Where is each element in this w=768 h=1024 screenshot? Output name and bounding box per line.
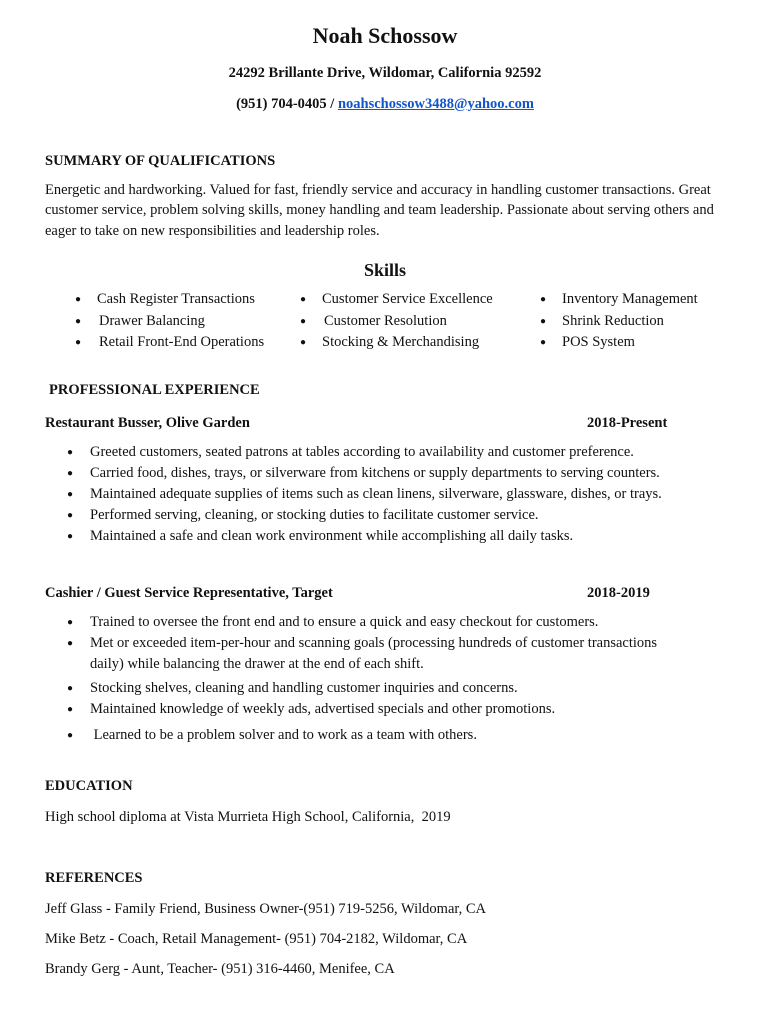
skill-item: ● Retail Front-End Operations [75,332,280,354]
education-heading: EDUCATION [45,778,133,795]
skill-item: ● Stocking & Merchandising [300,332,520,354]
job-bullet: ● Maintained knowledge of weekly ads, advertised specials and other promotions. [45,699,725,720]
job-bullets [45,442,725,547]
job-bullet: ● Maintained adequate supplies of items such as clean linens, silverware, glassware, dishes, or trays. [45,484,725,505]
skill-item: ● POS System [540,332,725,354]
reference-item: Mike Betz - Coach, Retail Management- (951) 704-2182, Wildomar, CA [45,931,468,948]
candidate-name: Noah Schossow [312,23,458,48]
skills-heading: Skills [363,260,407,281]
skills-column-2 [280,289,520,354]
job-entry [45,583,725,746]
phone-number: (951) 704-0405 / [236,95,338,112]
skill-item: ● Cash Register Transactions [75,289,280,311]
job-header [45,413,725,434]
skills-grid [45,289,725,354]
candidate-address: 24292 Brillante Drive, Wildomar, California 92592 [228,64,542,81]
reference-item: Jeff Glass - Family Friend, Business Owner-(951) 719-5256, Wildomar, CA [45,901,487,918]
skill-item: ● Customer Service Excellence [300,289,520,311]
skill-item: ● Inventory Management [540,289,725,311]
references-list [45,899,725,979]
skill-item: ● Shrink Reduction [540,311,725,333]
summary-heading: SUMMARY OF QUALIFICATIONS [45,152,276,169]
job-bullet: ● Carried food, dishes, trays, or silverware from kitchens or supply departments to serving counters. [45,463,725,484]
job-header [45,583,725,604]
resume-page [45,22,725,979]
job-bullet: ● Greeted customers, seated patrons at tables according to availability and customer preference. [45,442,725,463]
education-text: High school diploma at Vista Murrieta High School, California, 2019 [45,809,451,826]
job-bullets [45,612,725,746]
job-bullet: ● Met or exceeded item-per-hour and scanning goals (processing hundreds of customer transactions daily) while balancing the drawer at the end of each shift. [45,633,725,675]
job-bullet: ● Stocking shelves, cleaning and handling customer inquiries and concerns. [45,678,725,699]
skill-item: ● Drawer Balancing [75,311,280,333]
job-dates: 2018-Present [587,414,668,431]
job-bullet: ● Learned to be a problem solver and to work as a team with others. [45,725,725,746]
skills-column-1 [45,289,280,354]
job-bullet: ● Trained to oversee the front end and to ensure a quick and easy checkout for customers. [45,612,725,633]
summary-text: Energetic and hardworking. Valued for fast, friendly service and accuracy in handling customer transactions. Great customer service, problem solving skills, money handling and team leadership. Passionate about serving others and eager to take on new responsibilities and leadership roles. [45,181,714,239]
experience-heading: PROFESSIONAL EXPERIENCE [49,381,260,398]
skill-item: ● Customer Resolution [300,311,520,333]
resume-header [45,22,725,115]
contact-line [45,94,725,115]
job-entry [45,413,725,547]
job-dates: 2018-2019 [587,585,650,601]
job-title: Cashier / Guest Service Representative, Target [45,585,333,601]
references-heading: REFERENCES [45,870,143,887]
reference-item: Brandy Gerg - Aunt, Teacher- (951) 316-4460, Menifee, CA [45,961,395,978]
job-bullet: ● Performed serving, cleaning, or stocking duties to facilitate customer service. [45,505,725,526]
job-bullet: ● Maintained a safe and clean work environment while accomplishing all daily tasks. [45,526,725,547]
job-title: Restaurant Busser, Olive Garden [45,414,250,431]
skills-column-3 [520,289,725,354]
email-link[interactable]: noahschossow3488@yahoo.com [337,95,534,112]
